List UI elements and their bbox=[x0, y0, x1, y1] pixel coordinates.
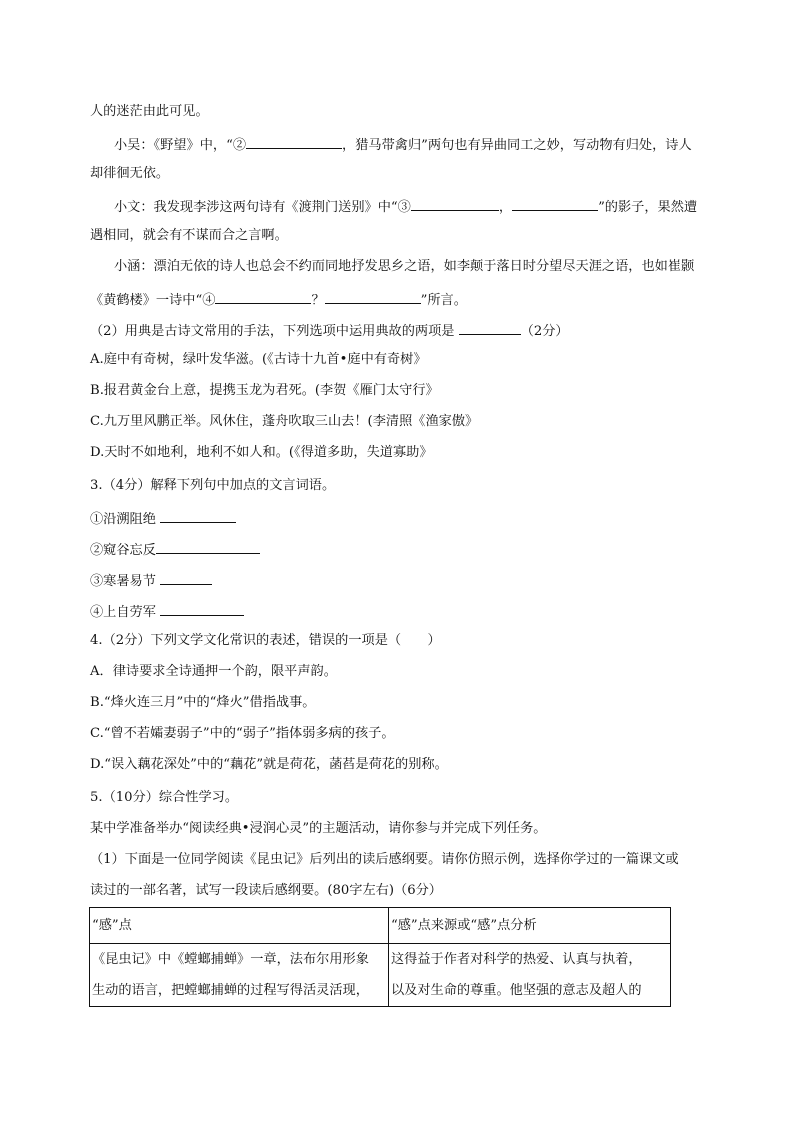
table-header-cell: “感”点来源或“感”点分析 bbox=[389, 908, 671, 944]
xiaowen-line bbox=[114, 196, 697, 217]
q5-part1-line1: （1）下面是一位同学阅读《昆虫记》后列出的读后感纲要。请你仿照示例，选择你学过的一篇课文或 bbox=[90, 852, 679, 867]
xiaohan-line bbox=[90, 289, 467, 310]
answer-blank-q3-3[interactable] bbox=[160, 570, 212, 585]
q3-item-4 bbox=[90, 601, 244, 622]
xiaowu-text-a: 小吴：《野望》中，“② bbox=[114, 138, 247, 153]
q4-option-d: D.“误入藕花深处”中的“藕花”就是荷花，菡萏是荷花的别称。 bbox=[90, 757, 448, 772]
q2-part2-score: （2分） bbox=[520, 324, 569, 339]
q3-item-text: ②窥谷忘反 bbox=[90, 543, 156, 558]
q3-item-text: ③寒暑易节 bbox=[90, 574, 156, 589]
answer-blank-3a[interactable] bbox=[411, 196, 499, 211]
xiaohan-text-b: 《黄鹤楼》一诗中“④ bbox=[90, 293, 216, 308]
cell-line: 《昆虫记》中《螳螂捕蝉》一章，法布尔用形象 bbox=[92, 952, 369, 967]
q4-option-a: A．律诗要求全诗通押一个韵，限平声韵。 bbox=[90, 664, 337, 679]
text-line: 却徘徊无依。 bbox=[90, 166, 170, 181]
cell-line: 以及对生命的尊重。他坚强的意志及超人的 bbox=[391, 983, 642, 998]
cell-line: 这得益于作者对科学的热爱、认真与执着， bbox=[391, 952, 642, 967]
q2-part2-stem-text: （2）用典是古诗文常用的手法，下列选项中运用典故的两项是 bbox=[90, 324, 455, 339]
answer-blank-q3-2[interactable] bbox=[156, 539, 260, 554]
answer-blank-q3-1[interactable] bbox=[160, 508, 236, 523]
option-b: B.报君黄金台上意，提携玉龙为君死。(李贺《雁门太守行》 bbox=[90, 383, 439, 398]
table-header-row bbox=[90, 908, 671, 944]
answer-blank-2[interactable] bbox=[246, 134, 342, 149]
text-line: 人的迷茫由此可见。 bbox=[90, 104, 209, 119]
xiaowu-text-b: ，猎马带禽归”两句也有异曲同工之妙，写动物有归处，诗人 bbox=[342, 138, 692, 153]
q5-intro: 某中学准备举办“阅读经典•浸润心灵”的主题活动，请你参与并完成下列任务。 bbox=[90, 821, 547, 836]
q4-stem: 4.（2分）下列文学文化常识的表述，错误的一项是（ ） bbox=[90, 633, 441, 648]
table-row bbox=[90, 944, 671, 1007]
table-header-cell: “感”点 bbox=[90, 908, 389, 944]
xiaohan-text-c: ”所言。 bbox=[420, 293, 467, 308]
xiaowen-sep: ， bbox=[498, 200, 513, 215]
q3-item-text: ④上自劳军 bbox=[90, 605, 156, 620]
option-a: A.庭中有奇树，绿叶发华滋。(《古诗十九首•庭中有奇树》 bbox=[90, 352, 427, 367]
q2-part2-stem bbox=[90, 320, 569, 341]
answer-blank-4b[interactable] bbox=[325, 289, 421, 304]
q3-item-text: ①沿溯阻绝 bbox=[90, 512, 156, 527]
cell-line: 生动的语言，把螳螂捕蝉的过程写得活灵活现， bbox=[92, 983, 369, 998]
xiaowen-text-b: ”的影子，果然遭 bbox=[598, 200, 698, 215]
xiaohan-sep: ？ bbox=[311, 293, 325, 308]
table-cell bbox=[389, 944, 671, 1007]
option-d: D.天时不如地利，地利不如人和。(《得道多助，失道寡助》 bbox=[90, 445, 433, 460]
text-line: 遇相同，就会有不谋而合之言啊。 bbox=[90, 228, 288, 243]
xiaowu-line bbox=[114, 134, 692, 155]
answer-blank-3b[interactable] bbox=[512, 196, 598, 211]
q3-item-1 bbox=[90, 508, 236, 529]
q4-option-c: C.“曾不若孀妻弱子”中的“弱子”指体弱多病的孩子。 bbox=[90, 726, 395, 741]
answer-blank-q3-4[interactable] bbox=[160, 601, 244, 616]
q4-option-b: B.“烽火连三月”中的“烽火”借指战事。 bbox=[90, 695, 316, 710]
q3-stem: 3.（4分）解释下列句中加点的文言词语。 bbox=[90, 478, 336, 493]
q5-part1-line2: 读过的一部名著，试写一段读后感纲要。(80字左右)（6分） bbox=[90, 883, 442, 898]
text-line: 小涵：漂泊无依的诗人也总会不约而同地抒发思乡之语，如李颠于落日时分望尽天涯之语，也如崔颢 bbox=[114, 259, 695, 274]
answer-blank-4a[interactable] bbox=[215, 289, 311, 304]
answer-blank-q2-part2[interactable] bbox=[459, 320, 521, 335]
xiaowen-text-a: 小文：我发现李涉这两句诗有《渡荆门送别》中“③ bbox=[114, 200, 411, 215]
table-cell bbox=[90, 944, 389, 1007]
reading-notes-table bbox=[89, 907, 671, 1007]
q3-item-2 bbox=[90, 539, 260, 560]
option-c: C.九万里风鹏正举。风休住，蓬舟吹取三山去！(李清照《渔家傲》 bbox=[90, 414, 479, 429]
q5-stem: 5.（10分）综合性学习。 bbox=[90, 790, 239, 805]
q3-item-3 bbox=[90, 570, 212, 591]
